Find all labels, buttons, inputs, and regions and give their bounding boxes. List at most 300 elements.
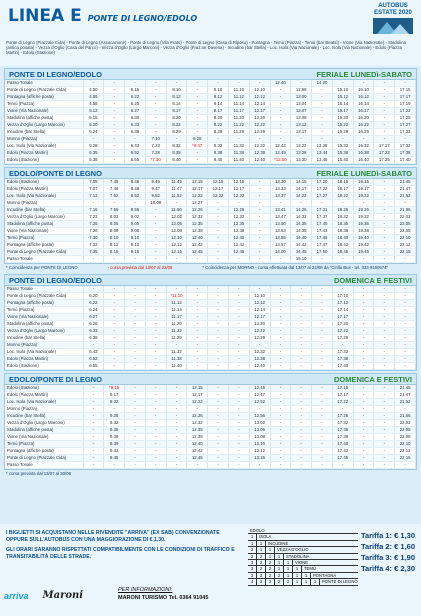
table-row bbox=[5, 399, 416, 406]
departure-time: - bbox=[291, 413, 312, 420]
block-header bbox=[5, 69, 416, 80]
departure-time: - bbox=[270, 342, 291, 349]
departure-time: 12.43 bbox=[270, 143, 291, 150]
departure-time: 17.32 bbox=[332, 420, 353, 427]
departure-time: - bbox=[208, 235, 229, 242]
departure-time: - bbox=[228, 286, 249, 293]
departure-time: 17.17 bbox=[332, 314, 353, 321]
stop-name: Ponte di Legno (Piazzale Cida) bbox=[5, 293, 83, 300]
footnote-text: * Coincidenza per PONTE DI LEGNO bbox=[6, 265, 78, 270]
departure-time: 12.12 bbox=[166, 242, 187, 249]
departure-time: 12.40 bbox=[187, 235, 208, 242]
departure-time: - bbox=[374, 314, 395, 321]
footnote bbox=[0, 470, 421, 478]
departure-time: - bbox=[395, 356, 416, 363]
departure-time: 18.22 bbox=[332, 193, 353, 200]
departure-time: 11.47 bbox=[166, 186, 187, 193]
table-row bbox=[5, 441, 416, 448]
departure-time: - bbox=[291, 392, 312, 399]
departure-time: 13.07 bbox=[291, 108, 312, 115]
table-row bbox=[5, 392, 416, 399]
departure-time: 12.22 bbox=[208, 193, 229, 200]
departure-time: - bbox=[395, 307, 416, 314]
departure-time: 22.15 bbox=[395, 455, 416, 462]
fare-zone-cell: 2 bbox=[248, 554, 257, 559]
departure-time: - bbox=[395, 328, 416, 335]
departure-time: - bbox=[125, 335, 146, 342]
departure-time: - bbox=[208, 249, 229, 256]
departure-time: - bbox=[353, 300, 374, 307]
departure-time: - bbox=[353, 314, 374, 321]
departure-time: - bbox=[125, 314, 146, 321]
block-header bbox=[5, 168, 416, 179]
departure-time: - bbox=[125, 80, 146, 87]
departure-time: - bbox=[249, 228, 270, 235]
departure-time: 13.02 bbox=[249, 420, 270, 427]
departure-time: - bbox=[166, 413, 187, 420]
departure-time: - bbox=[270, 399, 291, 406]
departure-time: - bbox=[104, 108, 125, 115]
departure-time: - bbox=[208, 221, 229, 228]
company-name: MARONI TURISMO bbox=[118, 595, 168, 601]
departure-time: - bbox=[353, 413, 374, 420]
departure-time: - bbox=[104, 115, 125, 122]
stop-name: Incudine (bar Stella) bbox=[5, 207, 83, 214]
departure-time: - bbox=[125, 363, 146, 370]
departure-time: - bbox=[145, 349, 166, 356]
table-row bbox=[5, 413, 416, 420]
departure-time: - bbox=[270, 293, 291, 300]
departure-time: 15.40 bbox=[332, 157, 353, 164]
departure-time: - bbox=[374, 249, 395, 256]
departure-time: 16.29 bbox=[353, 129, 374, 136]
departure-time: 8.10 bbox=[166, 87, 187, 94]
departure-time: - bbox=[270, 392, 291, 399]
departure-time: 11.38 bbox=[228, 150, 249, 157]
departure-time: 11.12 bbox=[228, 94, 249, 101]
departure-time: 13.10 bbox=[249, 441, 270, 448]
departure-time: - bbox=[291, 363, 312, 370]
departure-time: 12.27 bbox=[187, 200, 208, 207]
departure-time: 6.28 bbox=[83, 321, 104, 328]
arriva-logo: arriva bbox=[4, 590, 29, 601]
departure-time: 21.45 bbox=[395, 385, 416, 392]
departure-time: - bbox=[353, 399, 374, 406]
departure-time: - bbox=[291, 293, 312, 300]
departure-time: - bbox=[312, 363, 333, 370]
table-row bbox=[5, 356, 416, 363]
departure-time: - bbox=[291, 80, 312, 87]
table-row bbox=[5, 115, 416, 122]
departure-time: 8.10 bbox=[104, 235, 125, 242]
table-row bbox=[5, 136, 416, 143]
departure-time: - bbox=[83, 256, 104, 263]
departure-time: 12.32 bbox=[228, 214, 249, 221]
fare-zone-cell: 1 bbox=[293, 573, 302, 578]
departure-time: - bbox=[353, 136, 374, 143]
stop-name: Vezza d'Oglio (Largo Marconi) bbox=[5, 328, 83, 335]
departure-time: 12.45 bbox=[187, 249, 208, 256]
departure-time: 9.12 bbox=[208, 94, 229, 101]
fare-zone-cell: 1 bbox=[284, 566, 293, 571]
departure-time: 12.15 bbox=[187, 179, 208, 186]
departure-time: 7.45 bbox=[104, 179, 125, 186]
departure-time: - bbox=[187, 157, 208, 164]
departure-time: - bbox=[228, 356, 249, 363]
departure-time: - bbox=[332, 200, 353, 207]
departure-time: 6.30 bbox=[125, 115, 146, 122]
departure-time: - bbox=[83, 420, 104, 427]
departure-time: - bbox=[291, 406, 312, 413]
departure-time: 12.22 bbox=[187, 193, 208, 200]
departure-time: 17.15 bbox=[395, 87, 416, 94]
departure-time: 14.40 bbox=[291, 235, 312, 242]
departure-time: - bbox=[270, 363, 291, 370]
departure-time: - bbox=[374, 307, 395, 314]
departure-time: 6.52 bbox=[83, 356, 104, 363]
departure-time: - bbox=[332, 342, 353, 349]
table-row bbox=[5, 214, 416, 221]
departure-time: - bbox=[145, 385, 166, 392]
departure-time: - bbox=[104, 101, 125, 108]
departure-time: - bbox=[125, 406, 146, 413]
route-title: EDOLO/PONTE DI LEGNO bbox=[9, 168, 102, 178]
departure-time: 17.26 bbox=[332, 413, 353, 420]
departure-time: - bbox=[353, 286, 374, 293]
departure-time: 9.26 bbox=[104, 413, 125, 420]
departure-time: 22.02 bbox=[395, 420, 416, 427]
departure-time: *9.15 bbox=[104, 385, 125, 392]
departure-time: - bbox=[353, 363, 374, 370]
departure-time: 18.42 bbox=[332, 242, 353, 249]
departure-time: - bbox=[104, 256, 125, 263]
departure-time: - bbox=[312, 200, 333, 207]
departure-time: - bbox=[249, 214, 270, 221]
route-title: EDOLO/PONTE DI LEGNO bbox=[9, 374, 102, 384]
stop-name: Ponte di Legno (Piazzale Cida) bbox=[5, 87, 83, 94]
departure-time: - bbox=[125, 448, 146, 455]
departure-time: 21.45 bbox=[395, 179, 416, 186]
departure-time: - bbox=[312, 87, 333, 94]
departure-time: 19.45 bbox=[353, 249, 374, 256]
departure-time: - bbox=[187, 314, 208, 321]
departure-time: 15.14 bbox=[332, 101, 353, 108]
departure-time: - bbox=[104, 87, 125, 94]
departure-time: - bbox=[270, 115, 291, 122]
stops-list: Ponte di Legno (Piazzale Cida) - Ponte di Legno (Assocazione) - Ponte di Legno (Vila Prato) - Ponte di Legno (Casa di Riposo) - Pontagna - Temù (Piazza) - Temù (bar Beatsì) - Vione (Via Nazionale) - Stadolina (antica posata) - Vezza d'Oglio (Casa del Parco) - Vezza d'Oglio (Largo Marconi) - Vezza d'Oglio (Fraz.ne Davena) - Incudine (bar Stella) - Loc. Isola (Via Nazionale) - Loc. Isola (Via Nazionale) - Edolo (Piazza Martiri) - Edolo (Stazione) bbox=[0, 40, 421, 66]
departure-time: - bbox=[187, 122, 208, 129]
departure-time: 7.05 bbox=[83, 179, 104, 186]
departure-time: - bbox=[104, 150, 125, 157]
departure-time: 13.33 bbox=[270, 186, 291, 193]
stop-name: Passo Tonale bbox=[5, 286, 83, 293]
table-row bbox=[5, 200, 416, 207]
stop-name: Edolo (Piazza Martiri) bbox=[5, 392, 83, 399]
departure-time: 17.17 bbox=[395, 94, 416, 101]
departure-time: 6.33 bbox=[125, 122, 146, 129]
departure-time: 11.10 bbox=[228, 87, 249, 94]
departure-time: - bbox=[270, 420, 291, 427]
departure-time: 12.38 bbox=[228, 228, 249, 235]
stop-name: Ponte di Legno (Piazzale Cida) bbox=[5, 455, 83, 462]
departure-time: 7.23 bbox=[145, 143, 166, 150]
departure-time: - bbox=[374, 94, 395, 101]
departure-time: - bbox=[145, 207, 166, 214]
departure-time: - bbox=[228, 420, 249, 427]
fare-zone-cell: 3 bbox=[248, 566, 257, 571]
fare-zone-cell: 1 bbox=[275, 560, 284, 565]
departure-time: - bbox=[145, 286, 166, 293]
departure-time: - bbox=[374, 434, 395, 441]
departure-time: - bbox=[249, 207, 270, 214]
departure-time: 16.38 bbox=[353, 150, 374, 157]
table-row bbox=[5, 186, 416, 193]
departure-time: - bbox=[270, 286, 291, 293]
departure-time: - bbox=[208, 455, 229, 462]
departure-time: - bbox=[187, 80, 208, 87]
departure-time: 12.40 bbox=[228, 235, 249, 242]
departure-time: - bbox=[145, 129, 166, 136]
footnote-text: - corsa prevista dal 13/07 al 22/08 bbox=[107, 265, 173, 270]
departure-time: 9.22 bbox=[208, 122, 229, 129]
departure-time: - bbox=[104, 157, 125, 164]
departure-time: - bbox=[291, 455, 312, 462]
departure-time: - bbox=[374, 406, 395, 413]
stop-name: Pontagna (affiche posta) bbox=[5, 94, 83, 101]
departure-time: - bbox=[249, 286, 270, 293]
departure-time: 21.56 bbox=[395, 413, 416, 420]
departure-time: 14.17 bbox=[291, 186, 312, 193]
departure-time: - bbox=[312, 434, 333, 441]
departure-time: - bbox=[83, 434, 104, 441]
departure-time: 12.40 bbox=[249, 363, 270, 370]
departure-time: - bbox=[145, 115, 166, 122]
departure-time: - bbox=[208, 328, 229, 335]
stop-name: Temù (Piazza) bbox=[5, 307, 83, 314]
fare-item: Tariffa 3: € 1,90 bbox=[360, 553, 415, 562]
departure-time: 17.20 bbox=[332, 321, 353, 328]
stop-name: Temù (Piazza) bbox=[5, 235, 83, 242]
fare-zone-cell: 3 bbox=[257, 579, 266, 584]
stop-name: Incudine (bar Stella) bbox=[5, 129, 83, 136]
departure-time: - bbox=[374, 413, 395, 420]
departure-time: *7.30 bbox=[145, 157, 166, 164]
departure-time: - bbox=[270, 108, 291, 115]
departure-time: - bbox=[208, 413, 229, 420]
departure-time: - bbox=[145, 300, 166, 307]
fare-zone-cell: 3 bbox=[266, 579, 275, 584]
departure-time: - bbox=[208, 242, 229, 249]
departure-time: - bbox=[291, 399, 312, 406]
departure-time: 9.32 bbox=[104, 420, 125, 427]
departure-time: - bbox=[332, 136, 353, 143]
departure-time: 15.20 bbox=[332, 115, 353, 122]
departure-time: - bbox=[312, 293, 333, 300]
fare-stop-label: ISOLA bbox=[259, 534, 272, 540]
table-row bbox=[5, 335, 416, 342]
departure-time: - bbox=[187, 342, 208, 349]
departure-time: - bbox=[83, 385, 104, 392]
departure-time: - bbox=[187, 129, 208, 136]
departure-time: 7.32 bbox=[83, 242, 104, 249]
departure-time: - bbox=[270, 314, 291, 321]
departure-time: 7.25 bbox=[83, 221, 104, 228]
departure-time: - bbox=[208, 399, 229, 406]
departure-time: 19.15 bbox=[353, 179, 374, 186]
departure-time: - bbox=[374, 286, 395, 293]
departure-time: - bbox=[166, 286, 187, 293]
departure-time: - bbox=[104, 94, 125, 101]
departure-time: - bbox=[291, 448, 312, 455]
departure-time: - bbox=[395, 321, 416, 328]
departure-time: 22.12 bbox=[395, 242, 416, 249]
departure-time: 9.05 bbox=[125, 221, 146, 228]
departure-time: - bbox=[312, 427, 333, 434]
departure-time: - bbox=[353, 328, 374, 335]
departure-time: - bbox=[249, 256, 270, 263]
departure-time: - bbox=[166, 392, 187, 399]
departure-time: - bbox=[125, 441, 146, 448]
departure-time: 12.29 bbox=[249, 129, 270, 136]
departure-time: 12.45 bbox=[228, 249, 249, 256]
departure-time: 9.29 bbox=[208, 129, 229, 136]
departure-time: 11.17 bbox=[228, 108, 249, 115]
departure-time: 6.33 bbox=[83, 328, 104, 335]
departure-time: - bbox=[249, 193, 270, 200]
departure-time: 6.55 bbox=[125, 157, 146, 164]
departure-time: - bbox=[312, 307, 333, 314]
departure-time: - bbox=[145, 328, 166, 335]
departure-time: 15.38 bbox=[332, 150, 353, 157]
departure-time: 9.38 bbox=[208, 150, 229, 157]
departure-time: - bbox=[270, 462, 291, 469]
departure-time: 22.08 bbox=[395, 434, 416, 441]
table-row bbox=[5, 455, 416, 462]
departure-time: - bbox=[145, 242, 166, 249]
departure-time: 6.27 bbox=[83, 314, 104, 321]
departure-time: - bbox=[374, 200, 395, 207]
departure-time: - bbox=[374, 179, 395, 186]
departure-time: 12.15 bbox=[228, 179, 249, 186]
departure-time: - bbox=[104, 200, 125, 207]
departure-time: 8.02 bbox=[104, 214, 125, 221]
departure-time: - bbox=[83, 136, 104, 143]
departure-time: - bbox=[312, 328, 333, 335]
departure-time: - bbox=[270, 94, 291, 101]
table-row bbox=[5, 129, 416, 136]
departure-time: - bbox=[166, 427, 187, 434]
page-subtitle: PONTE DI LEGNO/EDOLO bbox=[87, 14, 198, 23]
departure-time: 21.52 bbox=[395, 193, 416, 200]
departure-time: - bbox=[166, 448, 187, 455]
departure-time: 17.38 bbox=[332, 356, 353, 363]
departure-time: - bbox=[270, 385, 291, 392]
departure-time: - bbox=[187, 321, 208, 328]
departure-time: 17.22 bbox=[312, 186, 333, 193]
departure-time: 17.22 bbox=[395, 108, 416, 115]
departure-time: 8.45 bbox=[125, 179, 146, 186]
table-row bbox=[5, 207, 416, 214]
departure-time: 6.39 bbox=[83, 335, 104, 342]
departure-time: - bbox=[228, 399, 249, 406]
departure-time: 5.38 bbox=[83, 157, 104, 164]
route-title: PONTE DI LEGNO/EDOLO bbox=[9, 69, 102, 79]
departure-time: - bbox=[228, 200, 249, 207]
fare-zone-cell: 1 bbox=[248, 541, 257, 546]
departure-time: - bbox=[270, 328, 291, 335]
table-row bbox=[5, 108, 416, 115]
departure-time: 5.12 bbox=[83, 108, 104, 115]
stop-name: Vezza d'Oglio (Largo Marconi) bbox=[5, 420, 83, 427]
table-row bbox=[5, 157, 416, 164]
service-days: DOMENICA E FESTIVI bbox=[333, 275, 412, 285]
table-row bbox=[5, 328, 416, 335]
departure-time: - bbox=[353, 434, 374, 441]
departure-time: - bbox=[228, 455, 249, 462]
departure-time: - bbox=[374, 427, 395, 434]
stop-name: Monno (Piazza) bbox=[5, 342, 83, 349]
departure-time: - bbox=[291, 321, 312, 328]
departure-time: 12.29 bbox=[249, 335, 270, 342]
stop-name: Vione (Via Nazionale) bbox=[5, 108, 83, 115]
departure-time: 19.22 bbox=[353, 193, 374, 200]
departure-time: 21.47 bbox=[395, 392, 416, 399]
departure-time: - bbox=[395, 200, 416, 207]
departure-time: 22.12 bbox=[395, 448, 416, 455]
table-row bbox=[5, 462, 416, 469]
fare-stop-label: VEZZA D'OGLIO bbox=[277, 547, 309, 553]
departure-time: *12.50 bbox=[270, 157, 291, 164]
departure-time: - bbox=[312, 94, 333, 101]
departure-time: - bbox=[291, 356, 312, 363]
departure-time: - bbox=[145, 356, 166, 363]
departure-time: - bbox=[228, 434, 249, 441]
departure-time: - bbox=[187, 94, 208, 101]
departure-time: 16.20 bbox=[353, 115, 374, 122]
departure-time: - bbox=[374, 115, 395, 122]
stop-name: Loc. Isola (Via Nazionale) bbox=[5, 349, 83, 356]
table-row bbox=[5, 342, 416, 349]
departure-time: - bbox=[125, 293, 146, 300]
departure-time: 8.08 bbox=[104, 228, 125, 235]
departure-time: - bbox=[228, 307, 249, 314]
departure-time: 9.10 bbox=[125, 235, 146, 242]
stop-name: Ponte di Legno (Piazzale Cida) bbox=[5, 249, 83, 256]
departure-time: - bbox=[395, 314, 416, 321]
departure-time: - bbox=[187, 328, 208, 335]
contact-info bbox=[118, 586, 208, 602]
departure-time: 9.12 bbox=[125, 242, 146, 249]
departure-time: 13.08 bbox=[249, 434, 270, 441]
departure-time: - bbox=[187, 87, 208, 94]
departure-time: 13.28 bbox=[291, 150, 312, 157]
departure-time: - bbox=[83, 427, 104, 434]
departure-time: 17.38 bbox=[332, 434, 353, 441]
departure-time: - bbox=[104, 335, 125, 342]
departure-time: - bbox=[104, 143, 125, 150]
departure-time: - bbox=[374, 462, 395, 469]
departure-time: 12.05 bbox=[166, 221, 187, 228]
departure-time: - bbox=[291, 441, 312, 448]
departure-time: 13.55 bbox=[270, 235, 291, 242]
departure-time: - bbox=[125, 256, 146, 263]
departure-time: 12.32 bbox=[187, 214, 208, 221]
departure-time: - bbox=[145, 406, 166, 413]
table-row bbox=[5, 300, 416, 307]
departure-time: 17.40 bbox=[312, 221, 333, 228]
stop-name: Stadolina (affiche posta) bbox=[5, 427, 83, 434]
departure-time: 13.37 bbox=[270, 193, 291, 200]
